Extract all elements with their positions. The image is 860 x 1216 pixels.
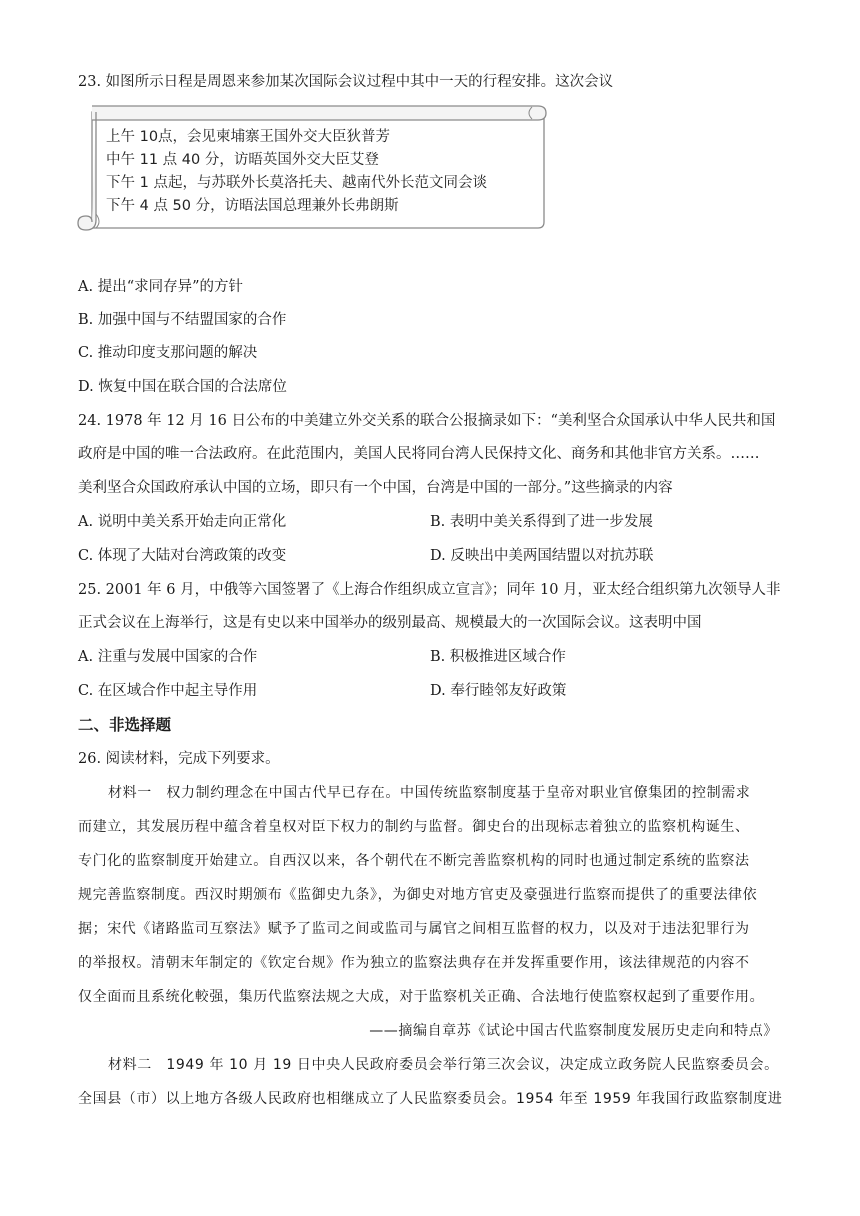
q24-option-c: C. 体现了大陆对台湾政策的改变	[78, 548, 287, 564]
q24-stem-line-3: 美利坚合众国政府承认中国的立场，即只有一个中国，台湾是中国的一部分。”这些摘录的内容	[78, 480, 673, 496]
q24-option-a: A. 说明中美关系开始走向正常化	[78, 514, 287, 530]
material1-source: ——摘编自章苏《试论中国古代监察制度发展历史走向和特点》	[369, 1023, 778, 1039]
material1-line-2: 而建立，其发展历程中蕴含着皇权对臣下权力的制约与监督。御史台的出现标志着独立的监察机构诞生、	[78, 819, 750, 835]
schedule-line-3: 下午 1 点起，与苏联外长莫洛托夫、越南代外长范文同会谈	[106, 175, 487, 191]
q26-stem: 26. 阅读材料，完成下列要求。	[78, 751, 280, 767]
q25-stem-line-2: 正式会议在上海举行，这是有史以来中国举办的级别最高、规模最大的一次国际会议。这表明中国	[78, 615, 702, 631]
material1-line-3: 专门化的监察制度开始建立。自西汉以来，各个朝代在不断完善监察机构的同时也通过制定系统的监察法	[78, 853, 750, 869]
q25-option-a: A. 注重与发展中国家的合作	[78, 649, 258, 665]
schedule-line-2: 中午 11 点 40 分，访晤英国外交大臣艾登	[106, 152, 379, 168]
q23-option-d: D. 恢复中国在联合国的合法席位	[78, 379, 287, 395]
q23-option-c: C. 推动印度支那问题的解决	[78, 345, 258, 361]
q25-option-b: B. 积极推进区域合作	[430, 649, 566, 665]
material1-line-7: 仅全面而且系统化較强，集历代监察法规之大成，对于监察机关正确、合法地行使监察权起到了重要作用。	[78, 989, 765, 1005]
q24-stem-line-1: 24. 1978 年 12 月 16 日公布的中美建立外交关系的联合公报摘录如下：“美利坚合众国承认中华人民共和国	[78, 413, 776, 429]
material1-line-4: 规完善监察制度。西汉时期颁布《监御史九条》，为御史对地方官吏及豪强进行监察而提供了的重要法律依	[78, 887, 758, 903]
q25-option-d: D. 奉行睦邻友好政策	[430, 683, 567, 699]
section-title: 二、非选择题	[78, 716, 172, 734]
q25-option-c: C. 在区域合作中起主导作用	[78, 683, 258, 699]
q25-stem-line-1: 25. 2001 年 6 月，中俄等六国签署了《上海合作组织成立宣言》；同年 10 月，亚太经合组织第九次领导人非	[78, 582, 781, 598]
material1-line-5: 据；宋代《诸路监司互察法》赋予了监司之间或监司与属官之间相互监督的权力，以及对于违法犯罪行为	[78, 921, 750, 937]
q24-option-d: D. 反映出中美两国结盟以对抗苏联	[430, 548, 654, 564]
material1-line-6: 的举报权。清朝末年制定的《钦定台规》作为独立的监察法典存在并发挥重要作用，该法律规范的内容不	[78, 955, 750, 971]
schedule-line-1: 上午 10点，会见柬埔寨王国外交大臣狄普芳	[106, 129, 391, 145]
schedule-line-4: 下午 4 点 50 分，访晤法国总理兼外长弗朗斯	[106, 198, 399, 214]
q24-option-b: B. 表明中美关系得到了进一步发展	[430, 514, 653, 530]
q23-option-b: B. 加强中国与不结盟国家的合作	[78, 312, 287, 328]
q23-stem: 23. 如图所示日程是周恩来参加某次国际会议过程中其中一天的行程安排。这次会议	[78, 74, 614, 90]
material2-line-1: 材料二 1949 年 10 月 19 日中央人民政府委员会举行第三次会议，决定成立政务院人民监察委员会。	[108, 1057, 779, 1073]
q23-option-a: A. 提出“求同存异”的方针	[78, 279, 244, 295]
material1-line-1: 材料一 权力制约理念在中国古代早已存在。中国传统监察制度基于皇帝对职业官僚集团的控制需求	[108, 785, 751, 801]
q24-stem-line-2: 政府是中国的唯一合法政府。在此范围内，美国人民将同台湾人民保持文化、商务和其他非官方关系。……	[78, 446, 760, 462]
material2-line-2: 全国县（市）以上地方各级人民政府也相继成立了人民监察委员会。1954 年至 1959 年我国行政监察制度进	[78, 1091, 783, 1107]
